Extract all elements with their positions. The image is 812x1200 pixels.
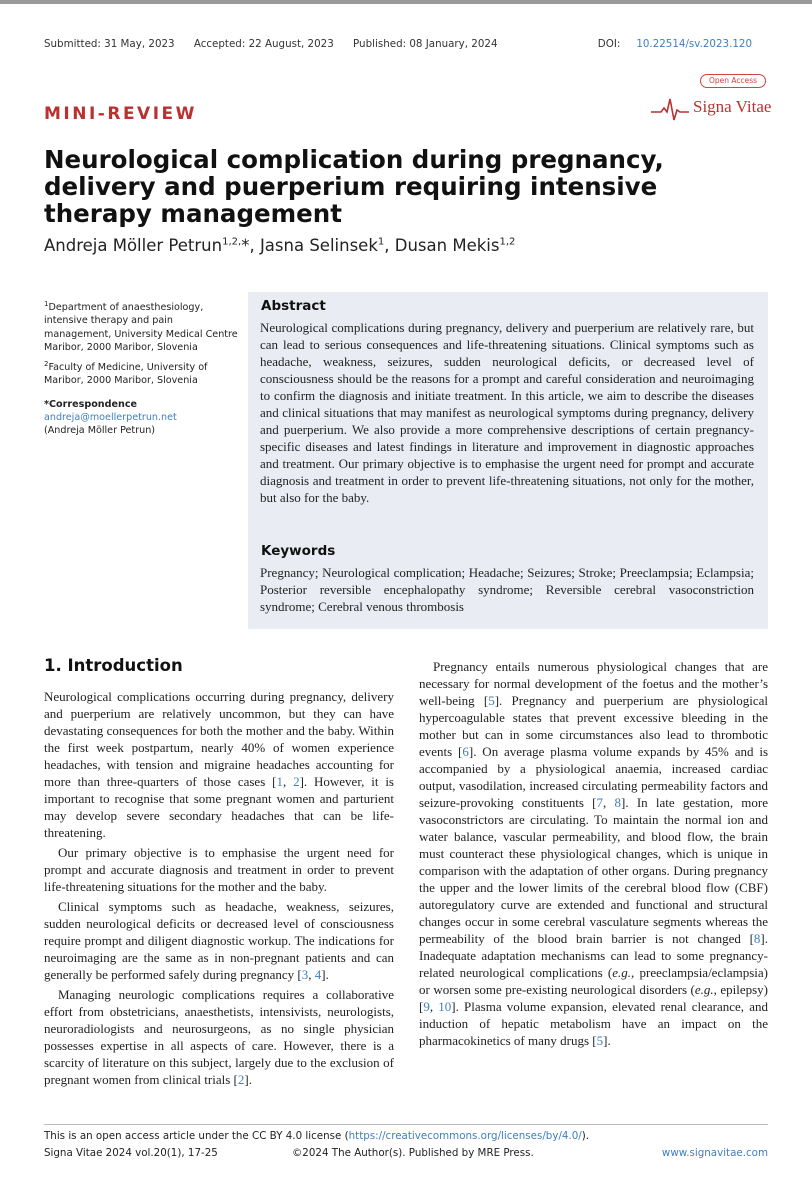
journal-logo-text: Signa Vitae <box>693 97 772 116</box>
citation-link[interactable]: 2 <box>237 1072 245 1087</box>
doi-link[interactable]: 10.22514/sv.2023.120 <box>636 38 752 50</box>
citation-link[interactable]: 8 <box>614 795 621 810</box>
paragraph: Clinical symptoms such as headache, weakness, seizures, sudden neurological deficits or decreased level of consciousness require prompt and diligent diagnostic workup. The indications for neuroimaging are the same as in non-pregnant patients and can generally be performed safely during pregnancy [3, 4]. <box>44 899 394 982</box>
doi: DOI: 10.22514/sv.2023.120 <box>597 38 752 50</box>
author-name: Jasna Selinsek <box>259 236 378 255</box>
website-link[interactable]: www.signavitae.com <box>661 1147 768 1159</box>
citation-link[interactable]: 1 <box>276 774 283 789</box>
correspondence <box>44 398 240 438</box>
footer-divider <box>44 1124 768 1125</box>
paragraph: Our primary objective is to emphasise the urgent need for prompt and accurate diagnosis and treatment in order to prevent life-threatening situations for the mother and the baby. <box>44 845 394 894</box>
author-list: Andreja Möller Petrun$^{1,2,}$*, Jasna Selinsek$^1$, Dusan Mekis$^{1,2}$ <box>44 236 516 255</box>
journal-citation: Signa Vitae 2024 vol.20(1), 17-25 <box>44 1147 218 1159</box>
footer <box>44 1147 768 1159</box>
author-name: Andreja Möller Petrun <box>44 236 223 255</box>
submitted-date: Submitted: 31 May, 2023 <box>44 38 175 50</box>
keywords-heading: Keywords <box>261 543 336 559</box>
published-date: Published: 08 January, 2024 <box>353 38 498 50</box>
citation-link[interactable]: 5 <box>488 693 495 708</box>
citation-link[interactable]: 9 <box>423 999 430 1014</box>
left-column <box>44 688 394 1091</box>
citation-link[interactable]: 4 <box>314 967 322 982</box>
journal-logo <box>651 92 771 126</box>
paragraph: Neurological complications occurring during pregnancy, delivery and puerperium are relatively uncommon, but they can have devastating consequences for both the mother and the baby. Within the first week postpartum, nearly 40% of women experience headaches, with tension and migraine headaches accounting for more than three-quarters of those cases [1, 2]. However, it is important to recognise that some pregnant women and parturient may develop severe secondary headaches that can be life-threatening. <box>44 689 394 840</box>
affiliations <box>44 298 240 392</box>
citation-link[interactable]: 3 <box>301 967 309 982</box>
publication-dates <box>44 38 768 50</box>
citation-link[interactable]: 2 <box>293 774 300 789</box>
citation-link[interactable]: 7 <box>596 795 603 810</box>
section-heading-introduction: 1. Introduction <box>44 656 183 675</box>
article-title: Neurological complication during pregnancy, delivery and puerperium requiring intensive therapy management <box>44 145 664 228</box>
citation-link[interactable]: 5 <box>596 1033 604 1048</box>
abstract-text: Neurological complications during pregnancy, delivery and puerperium are relatively rare, but can lead to serious consequences and life-threatening situations. Clinical symptoms such as headache, weakness, seizures, sudden neurological deficits, or decreased level of consciousness should be the reasons for a prompt and careful consideration and neuroimaging to confirm the diagnosis and initiate treatment. In this article, we aim to describe the diseases and clinical situations that may manifest as neurological symptoms during pregnancy, delivery and puerperium. We also provide a more comprehensive descriptions of certain pregnancy-specific diseases and latest findings in literature and improvement in diagnostic approaches and treatment. Our primary objective is to emphasise the urgent need for prompt and accurate diagnosis and treatment in order to prevent life-threatening situations, not only for the mother, but also for the baby. <box>260 320 754 505</box>
paragraph: Pregnancy entails numerous physiological changes that are necessary for normal development of the foetus and the mother’s well-being [5]. Pregnancy and puerperium are physiological hypercoagulable states that prevent excessive bleeding in the mother but can in some circumstances also lead to thrombotic events [6]. On average plasma volume expands by 45% and is accompanied by a physiological anaemia, increased cardiac output, vasodilation, increased circulating permeability factors and seizure-provoking constituents [7, 8]. In late gestation, more vasoconstrictors are circulating. To maintain the normal ion and water balance, vascular permeability, and blood flow, the brain must counteract these physiological changes, which is unique in comparison with the adaptation of other organs. During pregnancy the upper and the lower limits of the cerebral blood flow (CBF) autoregulatory curve are extended and functional and structural changes occur in some cerebral vasculature segments whereas the permeability of the blood brain barrier is not changed [8]. Inadequate adaptation mechanisms can lead to some pregnancy-related neurological complications (e.g., preeclampsia/eclampsia) or worsen some pre-existing neurological disorders (e.g., epilepsy) [9, 10]. Plasma volume expansion, elevated renal clearance, and induction of hepatic metabolism have an impact on the pharmacokinetics of many drugs [5]. <box>419 659 769 1048</box>
affiliation-item: $^1$Department of anaesthesiology, intensive therapy and pain management, University Medical Centre Maribor, 2000 Maribor, Slovenia <box>44 300 238 353</box>
article-type: MINI-REVIEW <box>44 104 197 124</box>
accepted-date: Accepted: 22 August, 2023 <box>193 38 334 50</box>
author-name: Dusan Mekis <box>394 236 500 255</box>
heartbeat-icon <box>651 96 691 122</box>
citation-link[interactable]: 10 <box>438 999 452 1014</box>
citation-link[interactable]: 8 <box>753 931 761 946</box>
correspondence-name: (Andreja Möller Petrun) <box>44 425 156 437</box>
right-column <box>419 658 768 1052</box>
keywords-text: Pregnancy; Neurological complication; Headache; Seizures; Stroke; Preeclampsia; Eclampsia; Posterior reversible encephalopathy syndrome; Reversible cerebral vasoconstriction syndrome; Cerebral venous thrombosis <box>260 565 754 614</box>
correspondence-email[interactable]: andreja@moellerpetrun.net <box>44 412 177 424</box>
affiliation-item: $^2$Faculty of Medicine, University of Maribor, 2000 Maribor, Slovenia <box>44 360 208 387</box>
citation-link[interactable]: 6 <box>462 744 469 759</box>
license-link[interactable]: https://creativecommons.org/licenses/by/4.0/ <box>348 1130 582 1142</box>
abstract-heading: Abstract <box>261 298 326 314</box>
open-access-badge: Open Access <box>700 74 766 88</box>
paragraph: Managing neurologic complications requires a collaborative effort from obstetricians, anaesthetists, intensivists, neurologists, neuroradiologists and neurosurgeons, as no single physician possesses expertise in all aspects of care. However, there is a scarcity of literature on this subject, largely due to the exclusion of pregnant women from clinical trials [2]. <box>44 987 394 1087</box>
license-notice: This is an open access article under the CC BY 4.0 license (https://creativecommons.org/licenses/by/4.0/). <box>44 1130 590 1142</box>
correspondence-label: *Correspondence <box>44 399 138 410</box>
top-border <box>0 0 812 4</box>
copyright: ©2024 The Author(s). Published by MRE Press. <box>292 1147 534 1159</box>
